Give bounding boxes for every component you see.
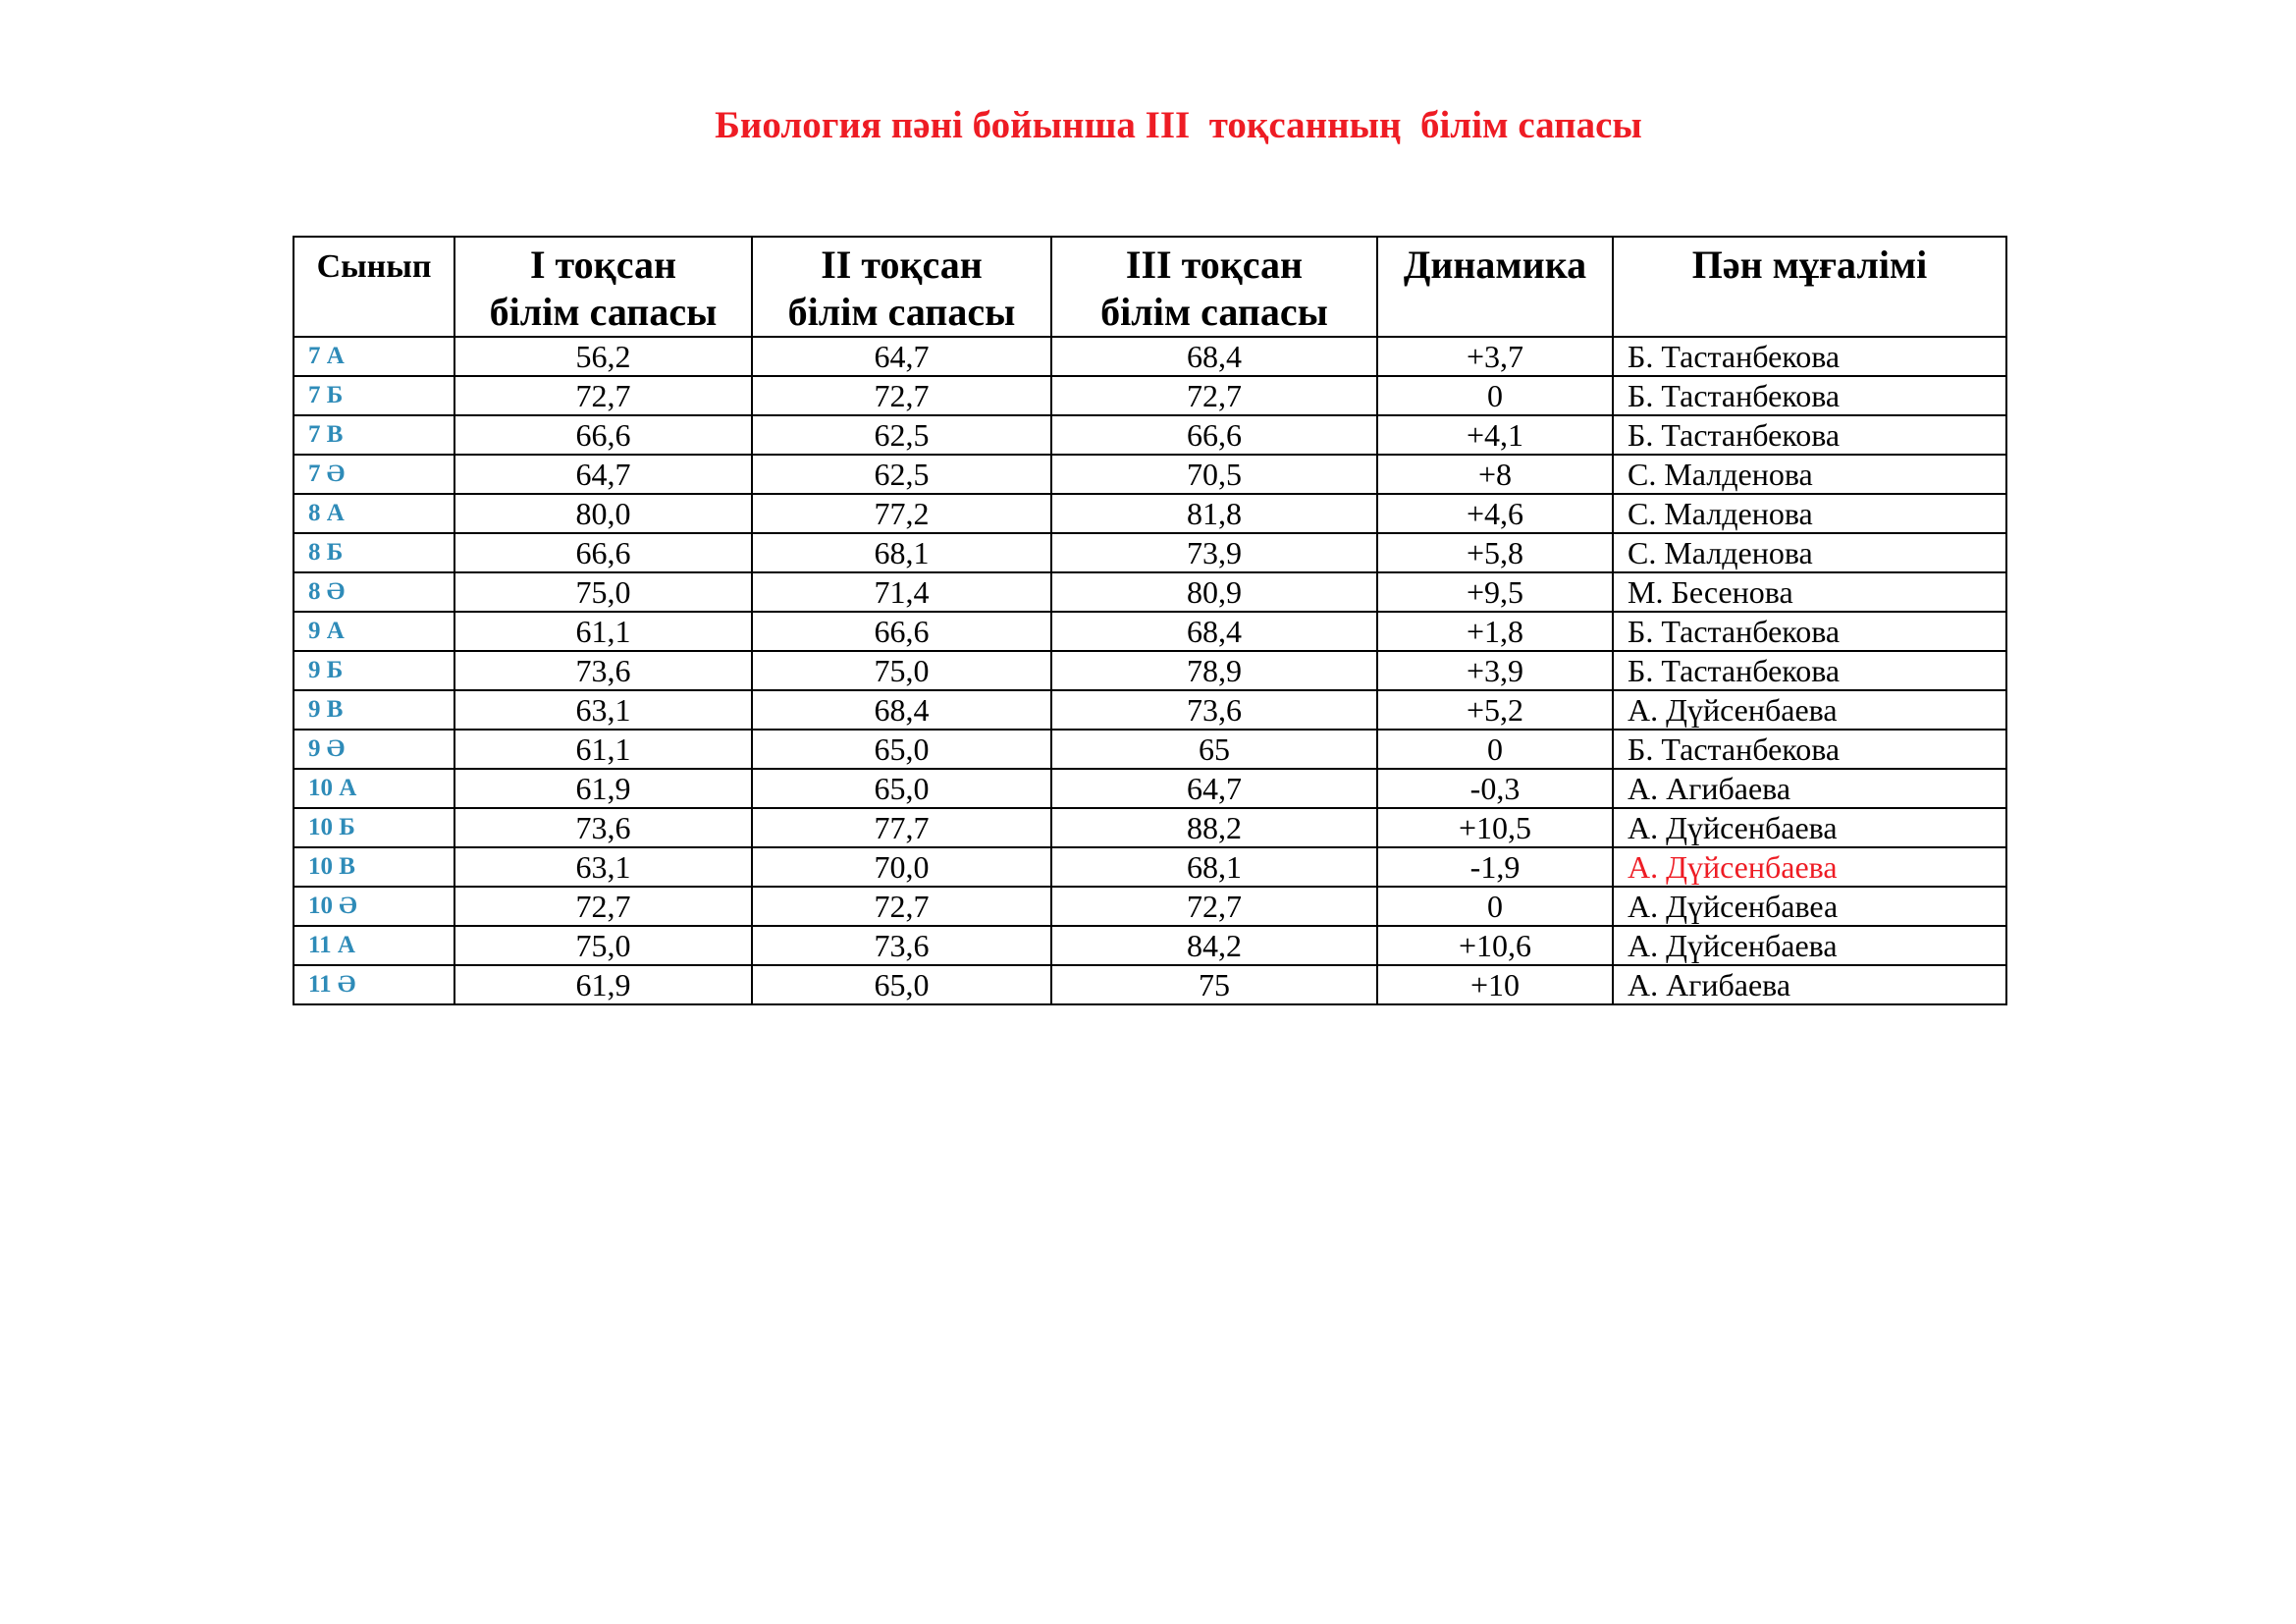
header-q1-line1: І тоқсан	[529, 243, 677, 287]
dynamics-cell: +10,6	[1377, 926, 1613, 965]
dynamics-cell: -0,3	[1377, 769, 1613, 808]
table-row	[294, 926, 2006, 965]
q1-cell: 61,1	[454, 730, 752, 769]
teacher-cell: А. Дүйсенбаева	[1613, 926, 2006, 965]
class-cell: 7 А	[294, 337, 454, 376]
q2-cell: 68,4	[752, 690, 1051, 730]
class-cell: 10 Б	[294, 808, 454, 847]
q1-cell: 64,7	[454, 455, 752, 494]
header-dynamics: Динамика	[1377, 237, 1613, 337]
q2-cell: 72,7	[752, 887, 1051, 926]
teacher-cell: С. Малденова	[1613, 533, 2006, 572]
teacher-cell: А. Дүйсенбаева	[1613, 847, 2006, 887]
header-q3-line1: ІІІ тоқсан	[1125, 243, 1304, 287]
table-row	[294, 887, 2006, 926]
teacher-cell: М. Бесенова	[1613, 572, 2006, 612]
q1-cell: 80,0	[454, 494, 752, 533]
q2-cell: 68,1	[752, 533, 1051, 572]
q1-cell: 72,7	[454, 376, 752, 415]
q1-cell: 61,9	[454, 965, 752, 1004]
class-cell: 9 Ә	[294, 730, 454, 769]
q3-cell: 73,6	[1051, 690, 1377, 730]
table-body	[294, 337, 2006, 1004]
class-cell: 10 В	[294, 847, 454, 887]
header-teacher: Пән мұғалімі	[1613, 237, 2006, 337]
table-row	[294, 494, 2006, 533]
class-cell: 9 В	[294, 690, 454, 730]
header-q3-line2: білім сапасы	[1100, 290, 1328, 334]
page-title: Биология пәні бойынша ІІІ тоқсанның білім сапасы	[715, 104, 1642, 146]
q1-cell: 56,2	[454, 337, 752, 376]
teacher-cell: А. Агибаева	[1613, 965, 2006, 1004]
header-q2-line1: ІІ тоқсан	[821, 243, 983, 287]
table-row	[294, 572, 2006, 612]
table-row	[294, 415, 2006, 455]
teacher-cell: А. Агибаева	[1613, 769, 2006, 808]
dynamics-cell: +5,2	[1377, 690, 1613, 730]
table-row	[294, 533, 2006, 572]
q1-cell: 61,1	[454, 612, 752, 651]
teacher-cell: Б. Тастанбекова	[1613, 730, 2006, 769]
class-cell: 10 А	[294, 769, 454, 808]
teacher-cell: А. Дүйсенбавеа	[1613, 887, 2006, 926]
q3-cell: 72,7	[1051, 887, 1377, 926]
dynamics-cell: +4,1	[1377, 415, 1613, 455]
dynamics-cell: +9,5	[1377, 572, 1613, 612]
quality-table	[293, 236, 2007, 1005]
dynamics-cell: 0	[1377, 887, 1613, 926]
q2-cell: 65,0	[752, 965, 1051, 1004]
q2-cell: 72,7	[752, 376, 1051, 415]
dynamics-cell: +10,5	[1377, 808, 1613, 847]
q2-cell: 62,5	[752, 455, 1051, 494]
q3-cell: 70,5	[1051, 455, 1377, 494]
q1-cell: 66,6	[454, 415, 752, 455]
table-row	[294, 769, 2006, 808]
class-cell: 11 А	[294, 926, 454, 965]
q1-cell: 75,0	[454, 926, 752, 965]
class-cell: 8 А	[294, 494, 454, 533]
teacher-cell: Б. Тастанбекова	[1613, 612, 2006, 651]
q3-cell: 68,4	[1051, 612, 1377, 651]
dynamics-cell: 0	[1377, 376, 1613, 415]
q1-cell: 75,0	[454, 572, 752, 612]
header-q3	[1051, 237, 1377, 337]
table-row	[294, 808, 2006, 847]
q2-cell: 75,0	[752, 651, 1051, 690]
q3-cell: 65	[1051, 730, 1377, 769]
q2-cell: 62,5	[752, 415, 1051, 455]
teacher-cell: С. Малденова	[1613, 455, 2006, 494]
header-row	[294, 237, 2006, 337]
q2-cell: 65,0	[752, 730, 1051, 769]
q2-cell: 71,4	[752, 572, 1051, 612]
q2-cell: 77,7	[752, 808, 1051, 847]
table-row	[294, 612, 2006, 651]
q3-cell: 80,9	[1051, 572, 1377, 612]
table-row	[294, 847, 2006, 887]
table-row	[294, 376, 2006, 415]
dynamics-cell: 0	[1377, 730, 1613, 769]
q3-cell: 75	[1051, 965, 1377, 1004]
table-row	[294, 337, 2006, 376]
q3-cell: 88,2	[1051, 808, 1377, 847]
class-cell: 9 Б	[294, 651, 454, 690]
dynamics-cell: +3,9	[1377, 651, 1613, 690]
header-q1	[454, 237, 752, 337]
table-row	[294, 690, 2006, 730]
teacher-cell: А. Дүйсенбаева	[1613, 690, 2006, 730]
class-cell: 10 Ә	[294, 887, 454, 926]
q3-cell: 78,9	[1051, 651, 1377, 690]
teacher-cell: Б. Тастанбекова	[1613, 651, 2006, 690]
table-row	[294, 455, 2006, 494]
class-cell: 7 В	[294, 415, 454, 455]
class-cell: 9 А	[294, 612, 454, 651]
q1-cell: 63,1	[454, 847, 752, 887]
dynamics-cell: +1,8	[1377, 612, 1613, 651]
dynamics-cell: +4,6	[1377, 494, 1613, 533]
dynamics-cell: -1,9	[1377, 847, 1613, 887]
teacher-cell: Б. Тастанбекова	[1613, 376, 2006, 415]
table-row	[294, 651, 2006, 690]
q2-cell: 66,6	[752, 612, 1051, 651]
q2-cell: 70,0	[752, 847, 1051, 887]
class-cell: 7 Б	[294, 376, 454, 415]
q1-cell: 63,1	[454, 690, 752, 730]
dynamics-cell: +5,8	[1377, 533, 1613, 572]
dynamics-cell: +3,7	[1377, 337, 1613, 376]
q1-cell: 66,6	[454, 533, 752, 572]
q3-cell: 72,7	[1051, 376, 1377, 415]
q3-cell: 64,7	[1051, 769, 1377, 808]
q2-cell: 64,7	[752, 337, 1051, 376]
q3-cell: 66,6	[1051, 415, 1377, 455]
q3-cell: 73,9	[1051, 533, 1377, 572]
table-row	[294, 965, 2006, 1004]
q1-cell: 73,6	[454, 651, 752, 690]
q2-cell: 77,2	[752, 494, 1051, 533]
header-class: Сынып	[294, 237, 454, 337]
q3-cell: 68,1	[1051, 847, 1377, 887]
class-cell: 7 Ә	[294, 455, 454, 494]
dynamics-cell: +10	[1377, 965, 1613, 1004]
class-cell: 11 Ә	[294, 965, 454, 1004]
header-q2-line2: білім сапасы	[787, 290, 1016, 334]
teacher-cell: Б. Тастанбекова	[1613, 415, 2006, 455]
class-cell: 8 Ә	[294, 572, 454, 612]
q3-cell: 68,4	[1051, 337, 1377, 376]
teacher-cell: С. Малденова	[1613, 494, 2006, 533]
q2-cell: 65,0	[752, 769, 1051, 808]
dynamics-cell: +8	[1377, 455, 1613, 494]
table-row	[294, 730, 2006, 769]
q1-cell: 61,9	[454, 769, 752, 808]
q3-cell: 81,8	[1051, 494, 1377, 533]
header-q2	[752, 237, 1051, 337]
q1-cell: 73,6	[454, 808, 752, 847]
class-cell: 8 Б	[294, 533, 454, 572]
q1-cell: 72,7	[454, 887, 752, 926]
q2-cell: 73,6	[752, 926, 1051, 965]
teacher-cell: Б. Тастанбекова	[1613, 337, 2006, 376]
teacher-cell: А. Дүйсенбаева	[1613, 808, 2006, 847]
q3-cell: 84,2	[1051, 926, 1377, 965]
header-q1-line2: білім сапасы	[489, 290, 718, 334]
